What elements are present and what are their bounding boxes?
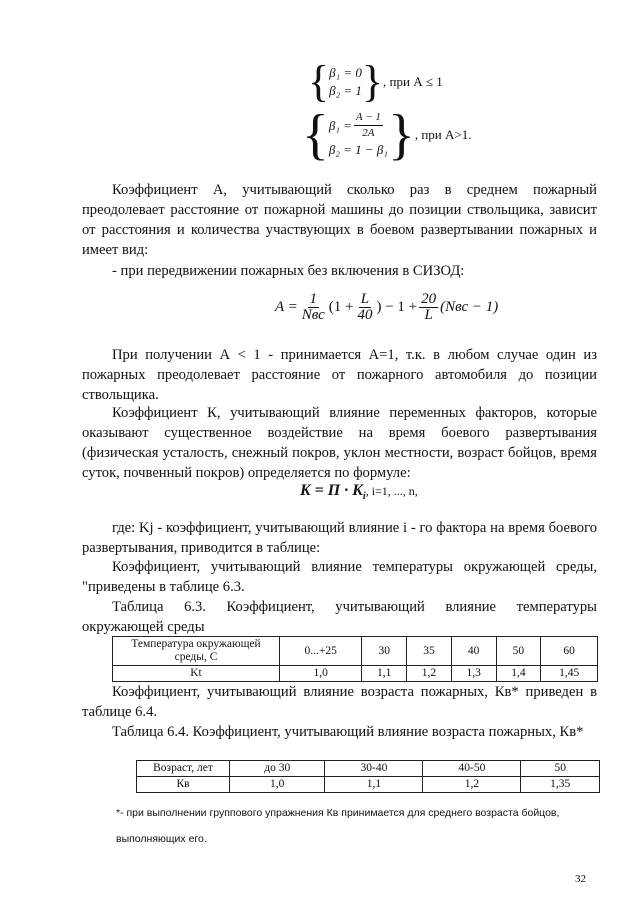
formula-a-tail: (Nвс − 1) — [440, 299, 499, 315]
paragraph-age: Коэффициент, учитывающий влияние возраста пожарных, Кв* приведен в таблице 6.4. — [82, 684, 597, 720]
table-header-label: Температура окружающей среды, С — [113, 637, 280, 666]
formula-a-lhs: A = — [275, 299, 298, 315]
right-brace: } — [361, 57, 384, 106]
table-header-label: Возраст, лет — [137, 761, 230, 777]
beta-formula-2-numerator: A − 1 — [354, 110, 383, 126]
paragraph-coefficient-a: Коэффициент А, учитывающий сколько раз в среднем пожарный преодолевает расстояние от пожарной машины до позиции ствольщика, зависит от расстояния и количества участвующих в боевом развертывании пожарных и имеет вид: — [82, 182, 597, 258]
table-cell: 1,35 — [521, 777, 600, 793]
formula-a-frac1-num: 1 — [309, 291, 317, 307]
table-row-label: Кв — [137, 777, 230, 793]
formula-k — [300, 482, 418, 502]
formula-a-frac2-num: L — [360, 291, 370, 307]
table-cell: 1,1 — [325, 777, 423, 793]
table-6-3 — [112, 636, 598, 682]
page-number: 32 — [575, 873, 586, 885]
table-cell: 1,0 — [230, 777, 325, 793]
paragraph-temperature: Коэффициент, учитывающий влияние температуры окружающей среды, "приведены в таблице 6.3. — [82, 559, 597, 595]
table-header-cell: 40 — [451, 637, 496, 666]
beta-formula-1-line1: β₁ = 0 — [329, 65, 362, 80]
formula-a-frac1-den: Nвс — [301, 307, 325, 323]
formula-a-mid: (1 + — [328, 299, 354, 315]
beta-formula-2-denominator: 2A — [362, 127, 375, 139]
table-cell: 1,2 — [423, 777, 521, 793]
formula-a-mid2: ) − 1 + — [376, 299, 418, 315]
formula-k-subscript: i — [362, 491, 366, 503]
table-header-cell: 35 — [407, 637, 452, 666]
bullet-sizod: - при передвижении пожарных без включения в СИЗОД: — [112, 263, 465, 279]
formula-a-frac2-den: 40 — [357, 307, 373, 323]
table-header-cell: 0...+25 — [280, 637, 362, 666]
table-6-3-caption: Таблица 6.3. Коэффициент, учитывающий влияние температуры окружающей среды — [82, 599, 597, 635]
table-row — [137, 761, 600, 777]
footnote: *- при выполнении группового упражнения Кв принимается для среднего возраста бойцов, выполняющих его. — [116, 807, 560, 845]
table-header-cell: 50 — [521, 761, 600, 777]
paragraph-where-kj: где: Kj - коэффициент, учитывающий влияние i - го фактора на время боевого развертывания, приводится в таблице: — [82, 520, 597, 556]
table-6-4 — [136, 760, 600, 793]
beta-formula-1-line2: β₂ = 1 — [329, 83, 362, 98]
beta-formula-2-condition: , при А>1. — [414, 126, 472, 142]
table-row — [113, 637, 598, 666]
table-header-cell: 30-40 — [325, 761, 423, 777]
table-cell: 1,45 — [541, 666, 598, 682]
table-header-cell: 50 — [496, 637, 541, 666]
table-header-cell: до 30 — [230, 761, 325, 777]
table-header-cell: 60 — [541, 637, 598, 666]
table-row — [113, 666, 598, 682]
table-cell: 1,1 — [362, 666, 407, 682]
paragraph-coefficient-k: Коэффициент К, учитывающий влияние переменных факторов, которые оказывают существенное воздействие на время боевого развертывания (физическая усталость, снежный покров, уклон местности, возраст бойцов, время суток, почвенный покров) определяется по формуле: — [82, 405, 597, 481]
right-brace: } — [387, 103, 415, 166]
table-header-cell: 30 — [362, 637, 407, 666]
formula-k-tail: , i=1, ..., n, — [365, 484, 418, 498]
beta-formula-1-condition: , при А ≤ 1 — [383, 74, 443, 89]
formula-a-frac3-num: 20 — [421, 291, 437, 307]
table-row — [137, 777, 600, 793]
beta-formula-2-line2: β₂ = 1 − β₁ — [328, 142, 388, 157]
formula-a — [275, 292, 498, 323]
table-header-cell: 40-50 — [423, 761, 521, 777]
formula-a-frac3-den: L — [424, 307, 433, 323]
paragraph-a-less-than-one: При получении А < 1 - принимается А=1, т.к. в любом случае один из пожарных преодолевает расстояние от пожарного автомобиля до позиции ствольщика. — [82, 347, 597, 403]
left-brace: { — [302, 103, 329, 166]
table-row-label: Kt — [113, 666, 280, 682]
formula-k-main: K = Π · K — [300, 482, 363, 499]
left-brace: { — [308, 57, 330, 106]
table-6-4-caption: Таблица 6.4. Коэффициент, учитывающий влияние возраста пожарных, Кв* — [112, 724, 584, 740]
beta-formula-2 — [302, 103, 472, 166]
table-cell: 1,4 — [496, 666, 541, 682]
beta-formula-2-lhs: β₁ = — [328, 117, 352, 133]
table-cell: 1,3 — [451, 666, 496, 682]
beta-formula-1 — [308, 57, 443, 106]
table-cell: 1,0 — [280, 666, 362, 682]
table-cell: 1,2 — [407, 666, 452, 682]
